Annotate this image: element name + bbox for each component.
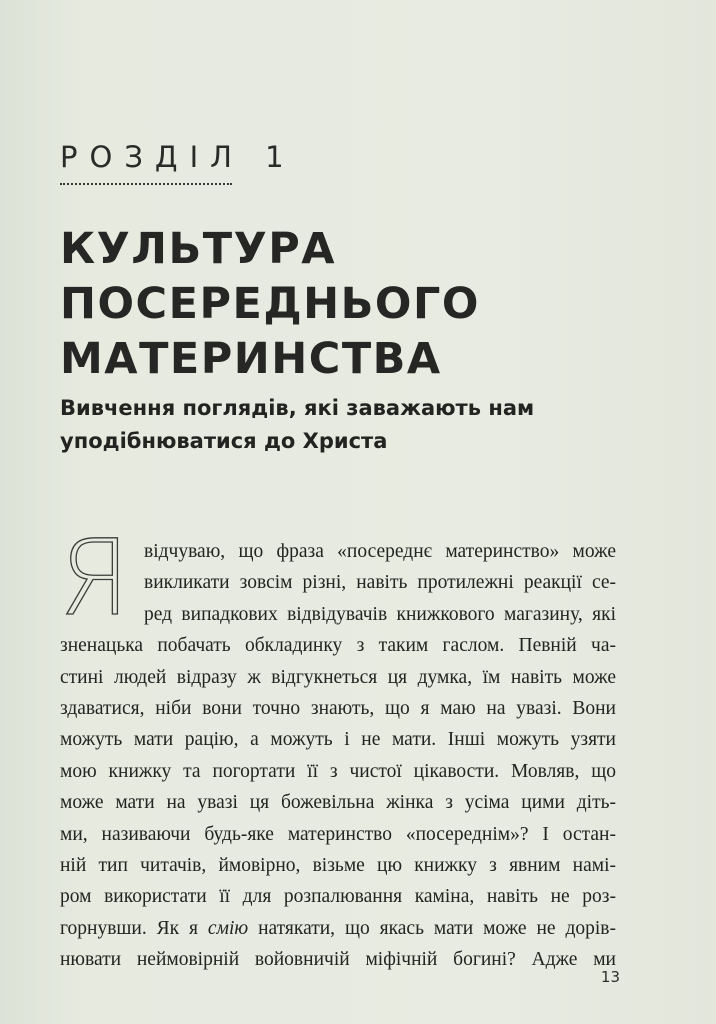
chapter-subtitle	[60, 392, 660, 458]
body-line: викликати зовсім різні, навіть протилежні реакції се-	[144, 572, 616, 594]
body-line: нювати неймовірній войовничій міфічній богині? Адже ми	[60, 949, 616, 971]
body-line-part: натякати, що якась мати може не дорів-	[258, 917, 616, 939]
chapter-title	[60, 222, 660, 387]
body-line: можуть мати рацію, а можуть і не мати. Інші можуть узяти	[60, 729, 616, 751]
emphasis-word: смію	[207, 917, 249, 939]
body-line: здаватися, ніби вони точно знають, що я маю на увазі. Вони	[60, 698, 616, 720]
body-line: може мати на увазі ця божевільна жінка з усіма цими діть-	[60, 792, 616, 814]
body-line: стині людей відразу ж відгукнеться ця думка, їм навіть може	[60, 666, 616, 688]
body-line: ній тип читачів, ймовірно, візьме цю книжку з явним намі-	[60, 855, 616, 877]
drop-cap: Я	[58, 517, 131, 639]
body-line: ми, називаючи будь-яке материнство «посереднім»? І остан-	[60, 823, 616, 845]
chapter-dotted-rule	[60, 183, 232, 185]
body-line-part: горнувши. Як я	[60, 917, 208, 939]
chapter-title-line: ПОСЕРЕДНЬОГО	[60, 279, 480, 329]
chapter-label: РОЗДІЛ 1	[60, 140, 296, 174]
body-paragraph	[60, 536, 616, 976]
chapter-subtitle-line: уподібнюватися до Христа	[60, 429, 388, 453]
body-line: мою книжку та погортати її з чистої цікавости. Мовляв, що	[60, 760, 616, 782]
chapter-title-line: МАТЕРИНСТВА	[60, 334, 442, 384]
body-line: ром використати її для розпалювання каміна, навіть не роз-	[60, 886, 616, 908]
chapter-subtitle-line: Вивчення поглядів, які заважають нам	[60, 396, 535, 420]
body-line: ред випадкових відвідувачів книжкового магазину, які	[144, 603, 616, 625]
body-line-with-emphasis	[60, 913, 616, 944]
body-line: зненацька побачать обкладинку з таким гаслом. Певній ча-	[60, 635, 616, 657]
body-line: відчуваю, що фраза «посереднє материнство» може	[144, 541, 616, 562]
chapter-title-line: КУЛЬТУРА	[60, 224, 337, 274]
page-number: 13	[600, 968, 620, 986]
